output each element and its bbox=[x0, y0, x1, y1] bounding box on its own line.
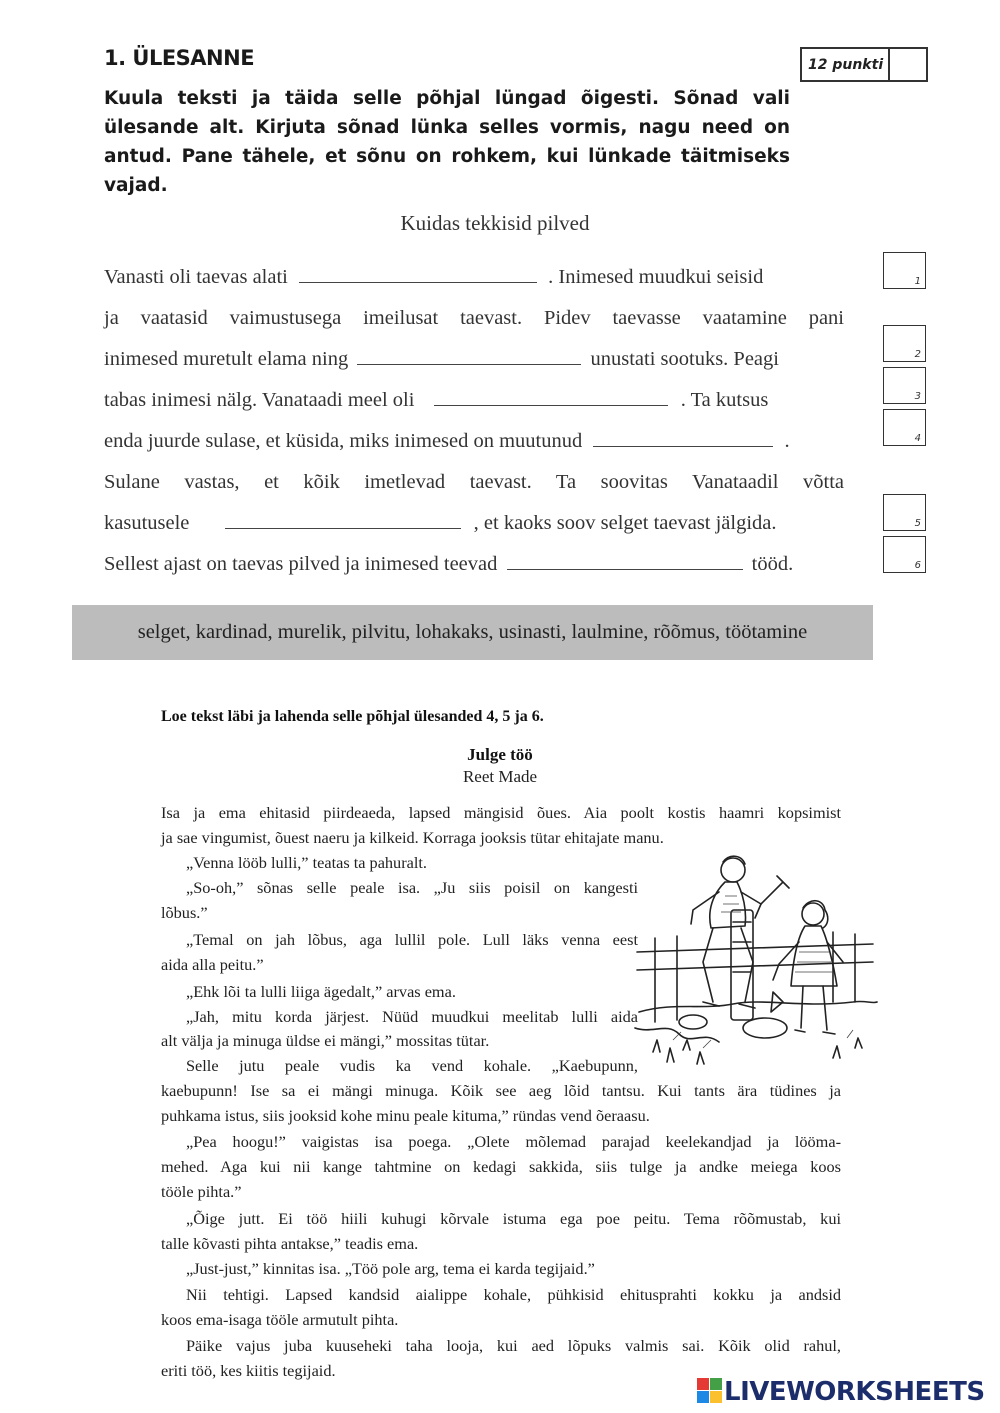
reading-line: lõbus.” bbox=[161, 903, 208, 922]
points-label: 12 punkti bbox=[808, 57, 884, 73]
line-text: unustati sootuks. Peagi bbox=[590, 348, 779, 370]
reading-line: koos ema-isaga tööle armutult pihta. bbox=[161, 1310, 399, 1329]
line-text: tabas inimesi nälg. Vanataadi meel oli bbox=[104, 389, 415, 411]
gap-5-input[interactable] bbox=[225, 511, 461, 529]
reading-line: mehed. Aga kui nii kange tahtmine on kedagi sakkida, siis tulge ja andke meiega koos bbox=[161, 1157, 841, 1176]
answer-box-4[interactable] bbox=[883, 409, 926, 446]
line-text: inimesed muretult elama ning bbox=[104, 348, 349, 370]
answer-box-number: 3 bbox=[914, 391, 921, 402]
text-line-5 bbox=[104, 428, 844, 454]
gap-3-input[interactable] bbox=[434, 388, 668, 406]
brand-name: LIVEWORKSHEETS bbox=[724, 1377, 985, 1407]
text-line-2 bbox=[104, 305, 844, 331]
reading-line: Päike vajus juba kuuseheki taha looja, kui aed lõpuks valmis sai. Kõik olid rahul, bbox=[186, 1336, 841, 1355]
children-fence-illustration bbox=[633, 852, 879, 1074]
text-line-4 bbox=[104, 387, 844, 413]
points-box bbox=[800, 47, 928, 82]
answer-box-2[interactable] bbox=[883, 325, 926, 362]
answer-box-5[interactable] bbox=[883, 494, 926, 531]
points-input-cell[interactable] bbox=[888, 47, 928, 82]
answer-box-number: 4 bbox=[914, 433, 921, 444]
listening-title: Kuidas tekkisid pilved bbox=[400, 211, 590, 235]
text-line-8 bbox=[104, 551, 844, 577]
line-text: Sulane vastas, et kõik imetlevad taevast. Ta soovitas Vanataadil võtta bbox=[104, 471, 844, 493]
answer-box-3[interactable] bbox=[883, 367, 926, 404]
line-text: . Ta kutsus bbox=[680, 389, 769, 411]
answer-box-number: 2 bbox=[914, 349, 921, 360]
text-line-7 bbox=[104, 510, 844, 536]
reading-line: Selle jutu peale vudis ka vend kohale. „Kaebupunn, bbox=[186, 1056, 638, 1075]
line-text: tööd. bbox=[751, 553, 794, 575]
line-text: . Inimesed muudkui seisid bbox=[548, 266, 764, 288]
reading-line: eriti töö, kes kiitis tegijaid. bbox=[161, 1361, 336, 1380]
reading-line: „Pea hoogu!” vaigistas isa poega. „Olete mõlemad parajad keelekandjad ja löömа- bbox=[186, 1132, 841, 1151]
line-text: , et kaoks soov selget taevast jälgida. bbox=[473, 512, 777, 534]
reading-line: puhkama istus, siis jooksid kohe minu peale kituma,” ründas vend õeraasu. bbox=[161, 1106, 650, 1125]
reading-line: aida alla peitu.” bbox=[161, 955, 264, 974]
reading-line: alt välja ja minuga üldse ei mängi,” mossitas tütar. bbox=[161, 1031, 490, 1050]
line-text: Vanasti oli taevas alati bbox=[104, 266, 288, 288]
text-line-3 bbox=[104, 346, 844, 372]
reading-line: „Ehk lõi ta lulli liiga ägedalt,” arvas ema. bbox=[186, 982, 456, 1001]
task-instructions: Kuula teksti ja täida selle põhjal lüngad õigesti. Sõnad vali ülesande alt. Kirjuta sõnad lünka selles vormis, nagu need on antud. Pane tähele, et sõnu on rohkem, kui lünkade täitmiseks vajad. bbox=[104, 88, 790, 196]
reading-line: „So-oh,” sõnas selle peale isa. „Ju siis poisil on kangesti bbox=[186, 878, 638, 897]
text-line-1 bbox=[104, 264, 844, 290]
answer-box-number: 5 bbox=[914, 518, 921, 529]
word-bank-text: selget, kardinad, murelik, pilvitu, lohakaks, usinasti, laulmine, rõõmus, töötamine bbox=[137, 621, 808, 643]
reading-line: tööle pihta.” bbox=[161, 1182, 242, 1201]
reading-line: „Õige jutt. Ei töö hiili kuhugi kõrvale istuma ega poe peitu. Tema rõõmustab, kui bbox=[186, 1209, 841, 1228]
word-bank bbox=[72, 605, 873, 660]
line-text: ja vaatasid vaimustusega imeilusat taevast. Pidev taevasse vaatamine pani bbox=[104, 307, 844, 329]
task-heading: 1. ÜLESANNE bbox=[104, 46, 255, 70]
liveworksheets-logo-icon bbox=[697, 1378, 723, 1404]
line-text: Sellest ajast on taevas pilved ja inimesed teevad bbox=[104, 553, 498, 575]
reading-line: „Jah, mitu korda järjest. Nüüd muudkui meelitab lulli aida bbox=[186, 1007, 638, 1026]
reading-instruction: Loe tekst läbi ja lahenda selle põhjal ülesanded 4, 5 ja 6. bbox=[161, 708, 544, 725]
reading-title: Julge töö bbox=[467, 745, 533, 764]
reading-line: kaebupunn! Ise sa ei mängi minuga. Kõik see aeg lõid tantsu. Kui tants ära tüdines ja bbox=[161, 1081, 841, 1100]
text-line-6 bbox=[104, 469, 844, 495]
answer-box-6[interactable] bbox=[883, 536, 926, 573]
reading-line: „Venna lööb lulli,” teatas ta pahuralt. bbox=[186, 853, 427, 872]
answer-box-number: 6 bbox=[914, 560, 921, 571]
reading-line: Nii tehtigi. Lapsed kandsid aialippe kohale, pühkisid ehitusprahti kokku ja andsid bbox=[186, 1285, 841, 1304]
line-text: enda juurde sulase, et küsida, miks inimesed on muutunud bbox=[104, 430, 583, 452]
reading-author: Reet Made bbox=[462, 767, 538, 786]
reading-line: Isa ja ema ehitasid piirdeaeda, lapsed mängisid õues. Aia poolt kostis haamri kopsimist bbox=[161, 803, 841, 822]
reading-line: „Just-just,” kinnitas isa. „Töö pole arg, tema ei karda tegijaid.” bbox=[186, 1259, 595, 1278]
reading-line: ja sae vingumist, õuest naeru ja kilkeid. Korraga jooksis tütar ehitajate manu. bbox=[161, 828, 664, 847]
reading-line: „Temal on jah lõbus, aga lullil pole. Lull läks venna eest bbox=[186, 930, 638, 949]
answer-box-number: 1 bbox=[914, 276, 921, 287]
gap-6-input[interactable] bbox=[507, 552, 743, 570]
reading-line: talle kõvasti pihta antakse,” teadis ema. bbox=[161, 1234, 419, 1253]
line-text: . bbox=[784, 430, 790, 452]
gap-2-input[interactable] bbox=[357, 347, 581, 365]
gap-4-input[interactable] bbox=[593, 429, 773, 447]
gap-1-input[interactable] bbox=[299, 265, 537, 283]
line-text: kasutusele bbox=[104, 512, 190, 534]
answer-box-1[interactable] bbox=[883, 252, 926, 289]
